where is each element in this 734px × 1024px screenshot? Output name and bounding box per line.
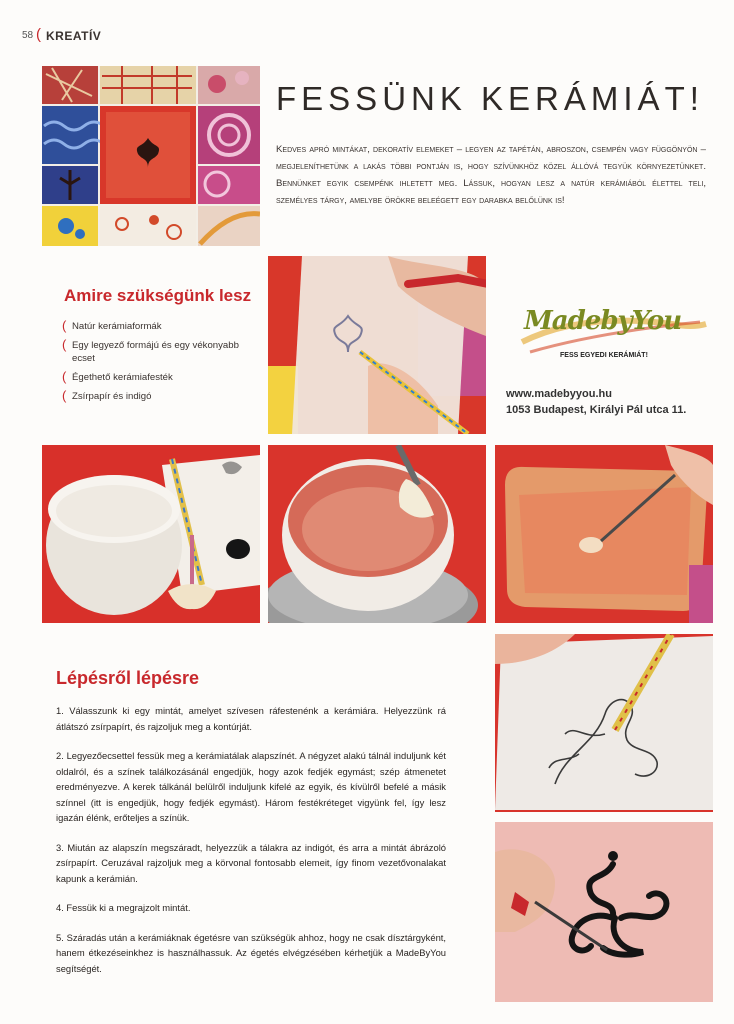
article-title: FESSÜNK KERÁMIÁT! (276, 80, 704, 117)
website-link[interactable]: www.madebyyou.hu (506, 388, 612, 400)
step-paragraph: 2. Legyezőecsettel fessük meg a kerámiatálak alapszínét. A négyzet alakú tálnál induljunk két oldalról, és a színek találkozásánál engedjük, hogy azok fedjék egymást; szép átmenetet eredményezve. A kerek tálkánál belülről induljunk kifelé az egyik, és kívülről befelé a másik színnel (itt is engedjük, hogy fedjék egymást). Három festékréteget vigyünk fel, így lesz igazán élénk, erőteljes a színük. (56, 750, 446, 823)
list-item: ( Natúr kerámiaformák (62, 318, 162, 333)
section-bracket-icon: ( (36, 26, 41, 43)
bracket-bullet-icon: ( (62, 388, 67, 403)
pencil-tracing-photo (495, 634, 713, 812)
painting-pattern-photo (495, 822, 713, 1002)
step-paragraph: 4. Fessük ki a megrajzolt mintát. (56, 902, 191, 913)
bracket-bullet-icon: ( (62, 369, 67, 384)
list-item: ( Egy legyező formájú és egy vékonyabb ecset (62, 337, 239, 364)
step-paragraph: 5. Száradás után a kerámiáknak égetésre van szükségük ahhoz, hogy ne csak dísztárgyként, hanem étkezéseinkhez is használhassuk. Az égetés elvégzésében kérhetjük a MadeByYou segítségét. (56, 931, 446, 974)
address: 1053 Budapest, Királyi Pál utca 11. (506, 404, 687, 416)
logo-tagline: FESS EGYEDI KERÁMIÁT! (560, 352, 648, 359)
painting-bowl-photo (268, 445, 486, 623)
tracing-paper-photo (268, 256, 486, 434)
list-item: ( Zsírpapír és indigó (62, 388, 152, 403)
section-name: KREATÍV (46, 29, 102, 43)
materials-heading: Amire szükségünk lesz (64, 286, 252, 305)
page-number: 58 (22, 30, 34, 41)
tile-collage-photo (42, 66, 260, 246)
bracket-bullet-icon: ( (62, 318, 67, 333)
steps-list (56, 703, 446, 990)
painting-square-plate-photo (495, 445, 713, 623)
intro-paragraph: Kedves apró mintákat, dekoratív elemeket – legyen az tapétán, abroszon, csempén vagy függönyön – megjeleníthetünk a lakás többi pontján is, hogy szívünkhöz közel állóvá tegyük környezetünket. Bennünket egyik csempénk ihletett meg. Lássuk, hogyan lesz a natúr kerámiából élettel teli, személyes tárgy, amelybe örökre beleégett egy darabka belőlünk is! (276, 144, 706, 206)
bracket-bullet-icon: ( (62, 337, 67, 352)
step-paragraph: 3. Miután az alapszín megszáradt, helyezzük a tálakra az indigót, és arra a mintát ábrázoló zsírpapírt. Ceruzával rajzoljuk meg a körvonal fontosabb elemeit, így finom vezetővonalakat kapunk a kerámián. (56, 841, 446, 884)
materials-list (62, 320, 242, 409)
list-item: ( Égethető kerámiafesték (62, 369, 173, 384)
step-paragraph: 1. Válasszunk ki egy mintát, amelyet szívesen ráfestenénk a kerámiára. Helyezzünk rá átlátszó zsírpapírt, és rajzoljuk meg a kontúrját. (56, 705, 446, 732)
logo-wordmark: MadebyYou (524, 306, 682, 336)
steps-heading: Lépésről lépésre (56, 668, 200, 688)
bowl-and-brushes-photo (42, 445, 260, 623)
